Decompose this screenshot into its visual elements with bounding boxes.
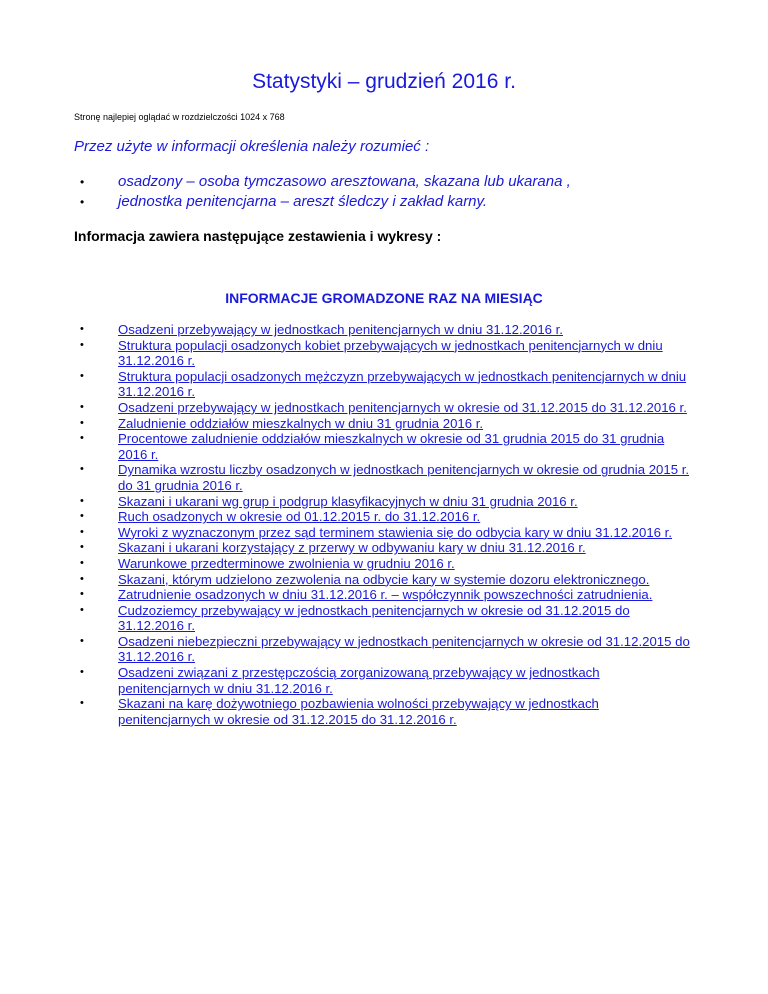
info-heading: Informacja zawiera następujące zestawienia i wykresy : <box>74 228 442 244</box>
report-link[interactable]: Dynamika wzrostu liczby osadzonych w jednostkach penitencjarnych w okresie od grudnia 2015 r. do 31 grudnia 2016 r. <box>118 462 690 493</box>
section-heading: INFORMACJE GROMADZONE RAZ NA MIESIĄC <box>225 290 543 306</box>
bullet-icon: • <box>80 323 84 335</box>
report-item <box>74 634 694 665</box>
bullet-icon: • <box>80 510 84 523</box>
report-item <box>74 540 694 556</box>
bullet-icon: • <box>80 572 84 585</box>
bullet-icon: • <box>80 556 84 569</box>
definition-text: jednostka penitencjarna – areszt śledczy i zakład karny. <box>118 193 488 210</box>
bullet-icon: • <box>80 195 85 209</box>
report-link[interactable]: Osadzeni przebywający w jednostkach penitencjarnych w okresie od 31.12.2015 do 31.12.2016 r. <box>118 399 687 415</box>
bullet-icon: • <box>80 494 84 507</box>
report-item <box>74 587 694 603</box>
bullet-icon: • <box>80 175 85 189</box>
report-link[interactable]: Cudzoziemcy przebywający w jednostkach penitencjarnych w okresie od 31.12.2015 do 31.12.2016 r. <box>118 602 630 634</box>
definitions-list <box>74 172 714 212</box>
bullet-icon: • <box>80 400 84 413</box>
report-item <box>74 494 694 510</box>
bullet-icon: • <box>80 666 84 679</box>
report-item <box>74 556 694 572</box>
report-item <box>74 462 694 493</box>
definitions-intro: Przez użyte w informacji określenia należy rozumieć : <box>74 138 430 155</box>
report-item <box>74 509 694 525</box>
bullet-icon: • <box>80 697 84 710</box>
report-item <box>74 431 694 462</box>
bullet-icon: • <box>80 634 84 647</box>
report-link[interactable]: Struktura populacji osadzonych kobiet przebywających w jednostkach penitencjarnych w dniu 31.12.2016 r. <box>118 337 663 369</box>
report-item <box>74 665 694 696</box>
bullet-icon: • <box>80 432 84 445</box>
report-link[interactable]: Wyroki z wyznaczonym przez sąd terminem stawienia się do odbycia kary w dniu 31.12.2016 r. <box>118 524 673 540</box>
report-link[interactable]: Procentowe zaludnienie oddziałów mieszkalnych w okresie od 31 grudnia 2015 do 31 grudnia 2016 r. <box>118 431 665 462</box>
report-list <box>74 322 694 727</box>
report-link[interactable]: Osadzeni przebywający w jednostkach penitencjarnych w dniu 31.12.2016 r. <box>118 322 563 337</box>
report-item <box>74 369 694 400</box>
report-link[interactable]: Osadzeni niebezpieczni przebywający w jednostkach penitencjarnych w okresie od 31.12.2015 do 31.12.2016 r. <box>118 633 690 665</box>
page-title: Statystyki – grudzień 2016 r. <box>252 70 516 93</box>
report-link[interactable]: Osadzeni związani z przestępczością zorganizowaną przebywający w jednostkach penitencjarnych w dniu 31.12.2016 r. <box>118 665 600 696</box>
report-item <box>74 338 694 369</box>
bullet-icon: • <box>80 525 84 538</box>
report-link[interactable]: Skazani i ukarani korzystający z przerwy w odbywaniu kary w dniu 31.12.2016 r. <box>118 540 586 556</box>
report-link[interactable]: Warunkowe przedterminowe zwolnienia w grudniu 2016 r. <box>118 555 455 571</box>
report-link[interactable]: Zatrudnienie osadzonych w dniu 31.12.2016 r. – współczynnik powszechności zatrudnienia. <box>118 587 653 603</box>
report-link[interactable]: Skazani, którym udzielono zezwolenia na odbycie kary w systemie dozoru elektronicznego. <box>118 571 650 587</box>
report-item <box>74 572 694 588</box>
report-link[interactable]: Zaludnienie oddziałów mieszkalnych w dniu 31 grudnia 2016 r. <box>118 415 484 431</box>
report-item <box>74 603 694 634</box>
report-item <box>74 525 694 541</box>
report-item <box>74 400 694 416</box>
bullet-icon: • <box>80 338 84 351</box>
definition-text: osadzony – osoba tymczasowo aresztowana, skazana lub ukarana , <box>118 173 571 190</box>
bullet-icon: • <box>80 588 84 601</box>
report-link[interactable]: Struktura populacji osadzonych mężczyzn przebywających w jednostkach penitencjarnych w dniu 31.12.2016 r. <box>118 368 687 400</box>
bullet-icon: • <box>80 541 84 554</box>
bullet-icon: • <box>80 369 84 382</box>
definition-item <box>74 192 714 212</box>
resolution-note: Stronę najlepiej oglądać w rozdzielczości 1024 x 768 <box>74 112 285 122</box>
bullet-icon: • <box>80 416 84 429</box>
report-item <box>74 416 694 432</box>
report-item <box>74 696 694 727</box>
definition-item <box>74 172 714 192</box>
report-link[interactable]: Skazani na karę dożywotniego pozbawienia wolności przebywający w jednostkach penitencjarnych w okresie od 31.12.2015 do 31.12.2016 r. <box>118 696 599 727</box>
report-link[interactable]: Skazani i ukarani wg grup i podgrup klasyfikacyjnych w dniu 31 grudnia 2016 r. <box>118 493 578 509</box>
bullet-icon: • <box>80 463 84 476</box>
report-link[interactable]: Ruch osadzonych w okresie od 01.12.2015 r. do 31.12.2016 r. <box>118 509 481 525</box>
report-item <box>74 322 694 338</box>
bullet-icon: • <box>80 603 84 616</box>
